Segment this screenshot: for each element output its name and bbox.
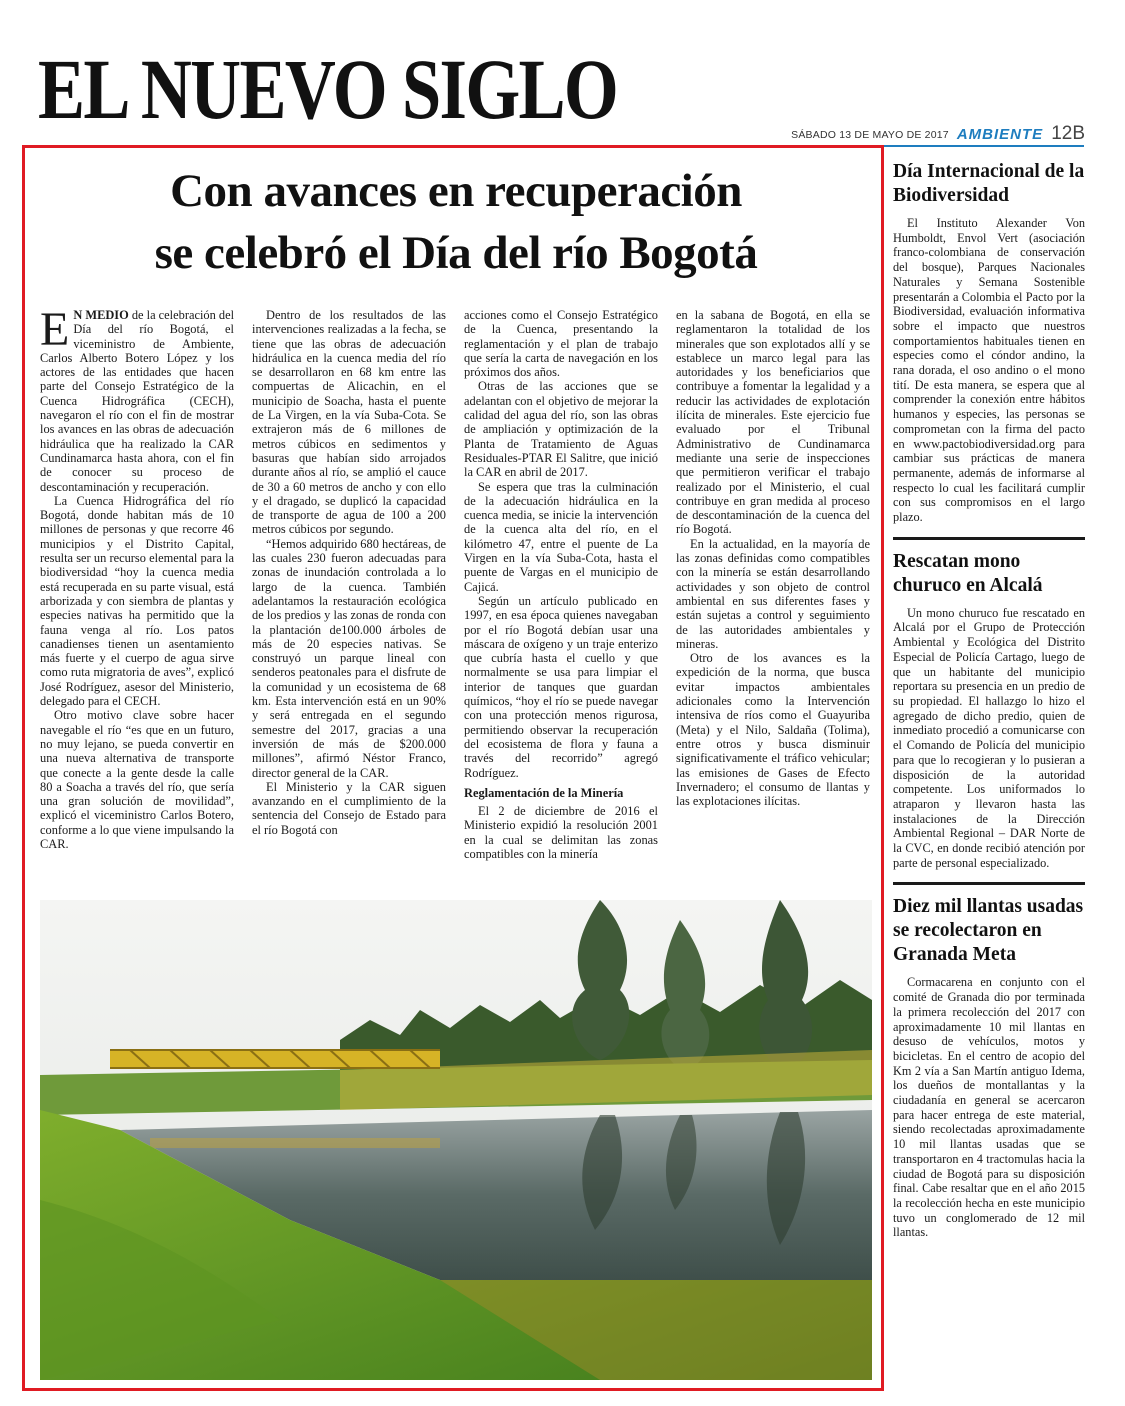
brief-divider — [893, 882, 1085, 885]
brief-title: Diez mil llantas usadas se recolectaron en Granada Meta — [893, 896, 1084, 966]
river-photo-illustration — [40, 900, 872, 1380]
article-body — [40, 308, 870, 984]
article-column-3 — [464, 308, 658, 984]
article-headline — [50, 160, 862, 284]
headline-line-1: Con avances en recuperación — [170, 165, 742, 217]
river-photo — [40, 900, 872, 1380]
article-paragraph: El Ministerio y la CAR siguen avanzando en el cumplimiento de la sentencia del Consejo de Estado para el río Bogotá con — [252, 779, 446, 837]
article-column-1 — [40, 308, 234, 984]
article-paragraph: “Hemos adquirido 680 hectáreas, de las cuales 230 fueron adecuadas para zonas de inundación controlada a lo largo de la cuenca. También adelantamos la restauración ecológica de los predios y las zonas de ronda con la plantación de100.000 árboles de más de 20 especies nativas. Se construyó un parque lineal con senderos peatonales para el disfrute de la comunidad y un ecosistema de 68 km. Esta intervención está en un 90% y será entregada en el segundo semestre del 2017, gracias a una inversión de más de $200.000 millones”, afirmó Néstor Franco, director general de la CAR. — [252, 536, 446, 780]
article-paragraph: Según un artículo publicado en 1997, en esa época quienes navegaban por el río Bogotá debían usar una máscara de oxígeno y un traje enterizo que cubría hasta el cuello y que normalmente se usa para limpiar el interior de tanques que guardan químicos, “hoy el río se puede navegar con una protección menos rigurosa, permitiendo observar la recuperación del ecosistema de flora y fauna a través del recorrido” agregó Rodríguez. — [464, 593, 658, 780]
article-subhead: Reglamentación de la Minería — [464, 785, 624, 800]
brief-title: Rescatan mono churuco en Alcalá — [893, 550, 1043, 596]
article-column-4 — [676, 308, 870, 984]
article-paragraph: Otro motivo clave sobre hacer navegable el río “es que en un futuro, no muy lejano, se pueda convertir en una nueva alternativa de transporte que conecte a la gente desde la calle 80 a Soacha a través del río, que sería una gran solución de movilidad”, explicó el viceministro Carlos Botero, conforme a lo que viene impulsando la CAR. — [40, 708, 234, 851]
article-paragraph: El 2 de diciembre de 2016 el Ministerio expidió la resolución 2001 en la cual se delimitan las zonas compatibles con la minería — [464, 804, 658, 861]
masthead: EL NUEVO SIGLO — [38, 41, 618, 137]
article-paragraph: La Cuenca Hidrográfica del río Bogotá, donde habitan más de 10 millones de personas y que recorre 46 municipios y el Distrito Capital, resulta ser un recurso elemental para la biodiversidad “hoy la cuenca media está recuperada en su parte visual, está arborizada y con siembra de plantas y especies nativas ha permitido que la fauna venga al río. Los patos canadienses tienen un asentamiento más fuerte y el cuerpo de agua sirve como ruta migratoria de aves”, explicó José Rodríguez, asesor del Ministerio, delegado para el CECH. — [40, 493, 234, 709]
article-paragraph: Dentro de los resultados de las intervenciones realizadas a la fecha, se tiene que las obras de adecuación hidráulica en la cuenca media del río se desarrollaron en 68 km entre las compuertas de Alicachin, en el municipio de Soacha, hasta el puente de La Virgen, en la vía Suba-Cota. Se extrajeron más de 6 millones de metros cúbicos en sedimentos y basuras que habían sido arrojados durante años al río, se amplió el cauce de 30 a 60 metros de ancho y con ello y el dragado, se duplicó la capacidad de transporte de agua de 100 a 200 metros cúbicos por segundo. — [252, 308, 446, 537]
headline-line-2: se celebró el Día del río Bogotá — [154, 227, 758, 279]
section-rule — [884, 145, 1084, 147]
brief-divider — [893, 537, 1085, 540]
section-label: AMBIENTE — [956, 126, 1044, 143]
page-number: 12B — [1051, 123, 1085, 144]
article-paragraph: Otro de los avances es la expedición de la norma, que busca evitar impactos ambientales adicionales como la Intervención intensiva de ríos como el Guayuriba (Meta) y el Nilo, Saldaña (Tolima), entre otros y busca disminuir significativamente el tráfico vehicular; las emisiones de Gases de Efecto Invernadero; el consumo de llantas y las explotaciones ilícitas. — [676, 651, 870, 809]
brief-title: Día Internacional de la Biodiversidad — [893, 161, 1085, 206]
brief-body: Un mono churuco fue rescatado en Alcalá por el Grupo de Protección Ambiental y Ecológica del Distrito Especial de Policía Cartago, luego de que un habitante del municipio reportara su presencia en un predio de su propiedad. El hallazgo lo hizo el agregado de dicho predio, quien de inmediato procedió a comunicarse con el Comando de Policía del municipio para que lo recogieran y lo pusieran a disposición de la autoridad competente. Los uniformados lo atraparon y llevaron hasta las instalaciones de la Dirección Ambiental Regional – DAR Norte de la CVC, en donde recibió atención por parte de personal especializado. — [893, 605, 1085, 870]
brief-body: El Instituto Alexander Von Humboldt, Envol Vert (asociación franco-colombiana de conservación del bosque), Parques Nacionales Naturales y Semana Sostenible presentarán a Colombia el Pacto por la Biodiversidad, evaluación informativa sobre el impacto que nuestros comportamientos habituales tienen en especies como el cóndor andino, la rana dorada, el oso andino o el mono tití. De esta manera, se espera que al comprender la conexión entre hábitos humanos y especies, las personas se comprometan con la firma del pacto en www.pactobiodiversidad.org para cambiar sus prácticas de manera permanente, además de informarse al respecto lo cual les facilitará cumplir con sus compromisos en el largo plazo. — [893, 216, 1085, 525]
lead-in: N MEDIO — [73, 308, 129, 322]
article-column-2 — [252, 308, 446, 984]
dateline — [791, 120, 1085, 144]
issue-date: SÁBADO 13 DE MAYO DE 2017 — [791, 129, 949, 141]
article-paragraph: E N MEDIO de la celebración del Día del río Bogotá, el viceministro de Ambiente, Carlos Alberto Botero López y los actores de las entidades que hacen parte del Consejo Estratégico de la Cuenca Hidrográfica (CECH), navegaron el río con el fin de mostrar los avances en las obras de adecuación hidráulica que ha realizado la CAR Cundinamarca hasta ahora, con el fin de conocer su proceso de descontaminación y recuperación. — [40, 308, 234, 494]
news-briefs-sidebar — [893, 160, 1085, 1240]
article-paragraph: En la actualidad, en la mayoría de las zonas definidas como compatibles con la minería se están desarrollando actividades y son objeto de control ambiental en sus diferentes fases y están sujetas a control y seguimiento de las autoridades ambientales y mineras. — [676, 536, 870, 651]
article-paragraph: en la sabana de Bogotá, en ella se reglamentaron la totalidad de los minerales que son explotados allí y se establece un marco legal para las autoridades y los beneficiarios que contribuye a fomentar la legalidad y a reducir las actividades de explotación ilícita de minerales. Este ejercicio fue evaluado por el Tribunal Administrativo de Cundinamarca mediante una serie de inspecciones que permitieron verificar el trabajo realizado por el Ministerio, el cual contribuye en gran medida al proceso de descontaminación de la cuenca del río Bogotá. — [676, 308, 870, 537]
drop-cap: E — [40, 308, 70, 356]
article-paragraph: Se espera que tras la culminación de la adecuación hidráulica en la cuenca media, se inicie la intervención de la cuenca alta del río, en el kilómetro 47, entre el puente de La Virgen en la vía Suba-Cota, hasta el puente de Vargas en el municipio de Cajicá. — [464, 479, 658, 594]
brief-body: Cormacarena en conjunto con el comité de Granada dio por terminada la primera recolección del 2017 con aproximadamente 10 mil llantas en desuso de vehículos, motos y bicicletas. En el centro de acopio del Km 2 vía a San Martín antiguo Idema, los dueños de montallantas y la ciudadanía en general se acercaron para hacer entrega de este material, siendo recolectadas aproximadamente 10 mil llantas usadas que se transportaron en 4 tractomulas hacia la ciudad de Bogotá para su disposición final. Cabe resaltar que en el año 2015 la recolección hecha en este municipio tuvo un conglomerado de 12 mil llantas. — [893, 975, 1085, 1240]
article-paragraph: acciones como el Consejo Estratégico de la Cuenca, presentando la reglamentación y el plan de trabajo que sería la carta de navegación en los próximos dos años. — [464, 308, 658, 380]
article-paragraph: Otras de las acciones que se adelantan con el objetivo de mejorar la calidad del agua del río, son las obras de ampliación y optimización de la Planta de Tratamiento de Aguas Residuales-PTAR El Salitre, que inició la CAR en abril de 2017. — [464, 379, 658, 480]
